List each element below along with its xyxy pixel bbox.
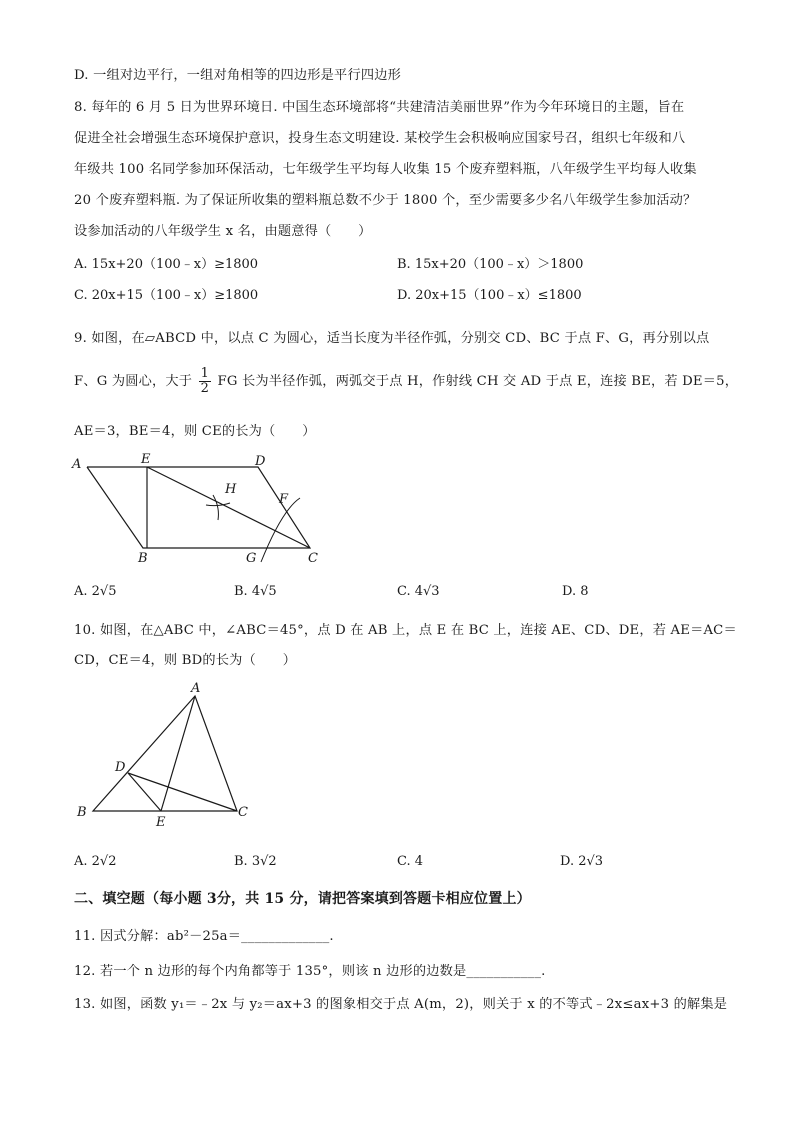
q10-option-a: A. 2√2 — [74, 854, 117, 869]
label-e: E — [141, 452, 151, 467]
q10-option-b: B. 3√2 — [234, 854, 277, 869]
q10-line-1: 10. 如图，在△ABC 中，∠ABC＝45°，点 D 在 AB 上，点 E 在 BC 上，连接 AE、CD、DE，若 AE＝AC＝ — [74, 623, 737, 638]
label-e: E — [156, 815, 166, 830]
parallelogram-abcd — [87, 467, 310, 548]
q9-option-a: A. 2√5 — [74, 584, 117, 599]
label-d: D — [115, 760, 126, 775]
fraction-one-half — [199, 367, 211, 396]
arc-fg — [261, 498, 300, 562]
q8-option-a: A. 15x+20（100﹣x）≥1800 — [74, 257, 259, 272]
q8-line-4: 20 个废弃塑料瓶. 为了保证所收集的塑料瓶总数不少于 1800 个，至少需要多少名八年级学生参加活动？ — [74, 193, 697, 208]
q10-line-2: CD，CE＝4，则 BD的长为（ ） — [74, 653, 297, 668]
segment-ae — [161, 696, 195, 811]
q8-line-1: 8. 每年的 6 月 5 日为世界环境日. 中国生态环境部将“共建清洁美丽世界”作为今年环境日的主题，旨在 — [74, 100, 685, 115]
label-b: B — [77, 805, 87, 820]
q9-line-1: 9. 如图，在▱ABCD 中，以点 C 为圆心，适当长度为半径作弧，分别交 CD、BC 于点 F、G，再分别以点 — [74, 331, 710, 346]
q9-line-2-post: FG 长为半径作弧，两弧交于点 H，作射线 CH 交 AD 于点 E，连接 BE，若 DE＝5， — [217, 374, 739, 389]
fraction-numerator: 1 — [200, 366, 210, 381]
q9-option-c: C. 4√3 — [397, 584, 440, 599]
q9-line-2 — [74, 367, 738, 396]
q8-line-2: 促进全社会增强生态环境保护意识，投身生态文明建设. 某校学生会积极响应国家号召，组织七年级和八 — [74, 131, 686, 146]
q9-line-2-pre: F、G 为圆心，大于 — [74, 374, 193, 389]
section-2-heading: 二、填空题（每小题 3分，共 15 分，请把答案填到答题卡相应位置上） — [74, 891, 531, 907]
q13-text: 13. 如图，函数 y₁＝﹣2x 与 y₂＝ax+3 的图象相交于点 A(m，2)，则关于 x 的不等式﹣2x≤ax+3 的解集是 — [74, 997, 728, 1012]
label-b: B — [138, 551, 148, 566]
q10-triangle-figure — [70, 680, 260, 830]
label-c: C — [308, 551, 318, 566]
q12-text: 12. 若一个 n 边形的每个内角都等于 135°，则该 n 边形的边数是___________. — [74, 964, 546, 979]
label-c: C — [238, 805, 248, 820]
label-f: F — [279, 492, 289, 507]
label-a: A — [191, 681, 201, 696]
label-g: G — [246, 551, 257, 566]
q9-line-3: AE＝3，BE＝4，则 CE的长为（ ） — [74, 424, 316, 439]
q8-line-5: 设参加活动的八年级学生 x 名，由题意得（ ） — [74, 224, 372, 239]
arc-h-1 — [213, 495, 218, 520]
q10-option-c: C. 4 — [397, 854, 424, 869]
q8-option-c: C. 20x+15（100﹣x）≥1800 — [74, 288, 259, 303]
label-h: H — [225, 482, 237, 497]
q9-option-d: D. 8 — [562, 584, 589, 599]
fraction-denominator: 2 — [200, 381, 210, 396]
q8-option-b: B. 15x+20（100﹣x）＞1800 — [397, 257, 584, 272]
q9-parallelogram-figure — [70, 450, 330, 572]
arc-h-2 — [206, 503, 230, 506]
q9-option-b: B. 4√5 — [234, 584, 277, 599]
q10-option-d: D. 2√3 — [560, 854, 604, 869]
q11-text: 11. 因式分解：ab²－25a＝_____________. — [74, 929, 334, 944]
q7-option-d: D. 一组对边平行，一组对角相等的四边形是平行四边形 — [74, 68, 401, 83]
q8-line-3: 年级共 100 名同学参加环保活动，七年级学生平均每人收集 15 个废弃塑料瓶，八年级学生平均每人收集 — [74, 162, 697, 177]
q8-option-d: D. 20x+15（100﹣x）≤1800 — [397, 288, 582, 303]
label-d: D — [255, 454, 266, 469]
label-a: A — [72, 457, 82, 472]
segment-ce — [147, 467, 310, 548]
triangle-abc — [93, 696, 237, 811]
